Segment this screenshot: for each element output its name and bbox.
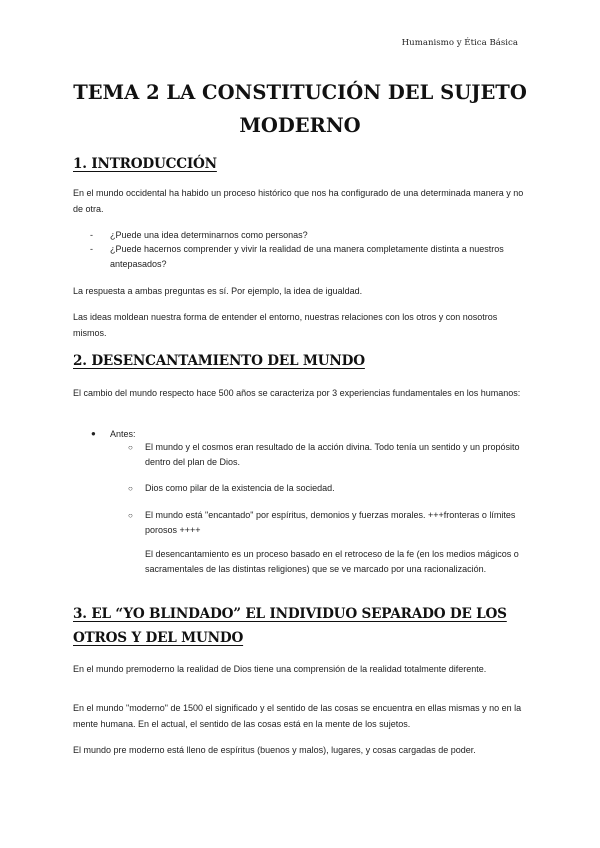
circle-bullet: ○	[128, 443, 133, 452]
list-item: Dios como pilar de la existencia de la sociedad.	[145, 483, 335, 493]
paragraph: En el mundo "moderno" de 1500 el significado y el sentido de las cosas se encuentra en ellas mismas y no en la mente humana. En el actual, el sentido de las cosas está en la mente de los sujetos.	[73, 703, 522, 729]
paragraph: En el mundo premoderno la realidad de Dios tiene una comprensión de la realidad totalmente diferente.	[73, 664, 487, 674]
document-title: TEMA 2 LA CONSTITUCIÓN DEL SUJETO MODERNO	[73, 81, 527, 137]
section-heading-yo-blindado: 3. EL “YO BLINDADO” EL INDIVIDUO SEPARADO DE LOS OTROS Y DEL MUNDO	[73, 606, 507, 646]
section-heading-introduccion: 1. INTRODUCCIÓN	[73, 156, 217, 172]
paragraph: El cambio del mundo respecto hace 500 años se caracteriza por 3 experiencias fundamentales en los humanos:	[73, 388, 521, 398]
list-item: Antes:	[110, 429, 136, 439]
dash-bullet: -	[90, 244, 93, 254]
paragraph: El mundo pre moderno está lleno de espíritus (buenos y malos), lugares, y cosas cargadas de poder.	[73, 745, 476, 755]
circle-bullet: ○	[128, 484, 133, 493]
list-item: El mundo está "encantado" por espíritus, demonios y fuerzas morales. +++fronteras o límites porosos ++++	[145, 510, 516, 535]
running-header: Humanismo y Ética Básica	[401, 38, 518, 48]
circle-bullet: ○	[128, 511, 133, 520]
list-item: ¿Puede hacernos comprender y vivir la realidad de una manera completamente distinta a nuestros antepasados?	[110, 244, 504, 269]
section-heading-desencantamiento: 2. DESENCANTAMIENTO DEL MUNDO	[73, 353, 365, 369]
dash-bullet: -	[90, 230, 93, 240]
paragraph: En el mundo occidental ha habido un proceso histórico que nos ha configurado de una determinada manera y no de otra.	[73, 188, 524, 214]
list-item: El mundo y el cosmos eran resultado de la acción divina. Todo tenía un sentido y un propósito dentro del plan de Dios.	[145, 442, 520, 467]
bullet-dot: ●	[91, 429, 96, 438]
paragraph: La respuesta a ambas preguntas es sí. Por ejemplo, la idea de igualdad.	[73, 286, 363, 296]
list-item: ¿Puede una idea determinarnos como personas?	[110, 230, 308, 240]
paragraph: Las ideas moldean nuestra forma de entender el entorno, nuestras relaciones con los otros y con nosotros mismos.	[73, 312, 498, 338]
sub-paragraph: El desencantamiento es un proceso basado en el retroceso de la fe (en los medios mágicos o sacramentales de las distintas religiones) que se ve marcado por una racionalización.	[145, 549, 519, 574]
